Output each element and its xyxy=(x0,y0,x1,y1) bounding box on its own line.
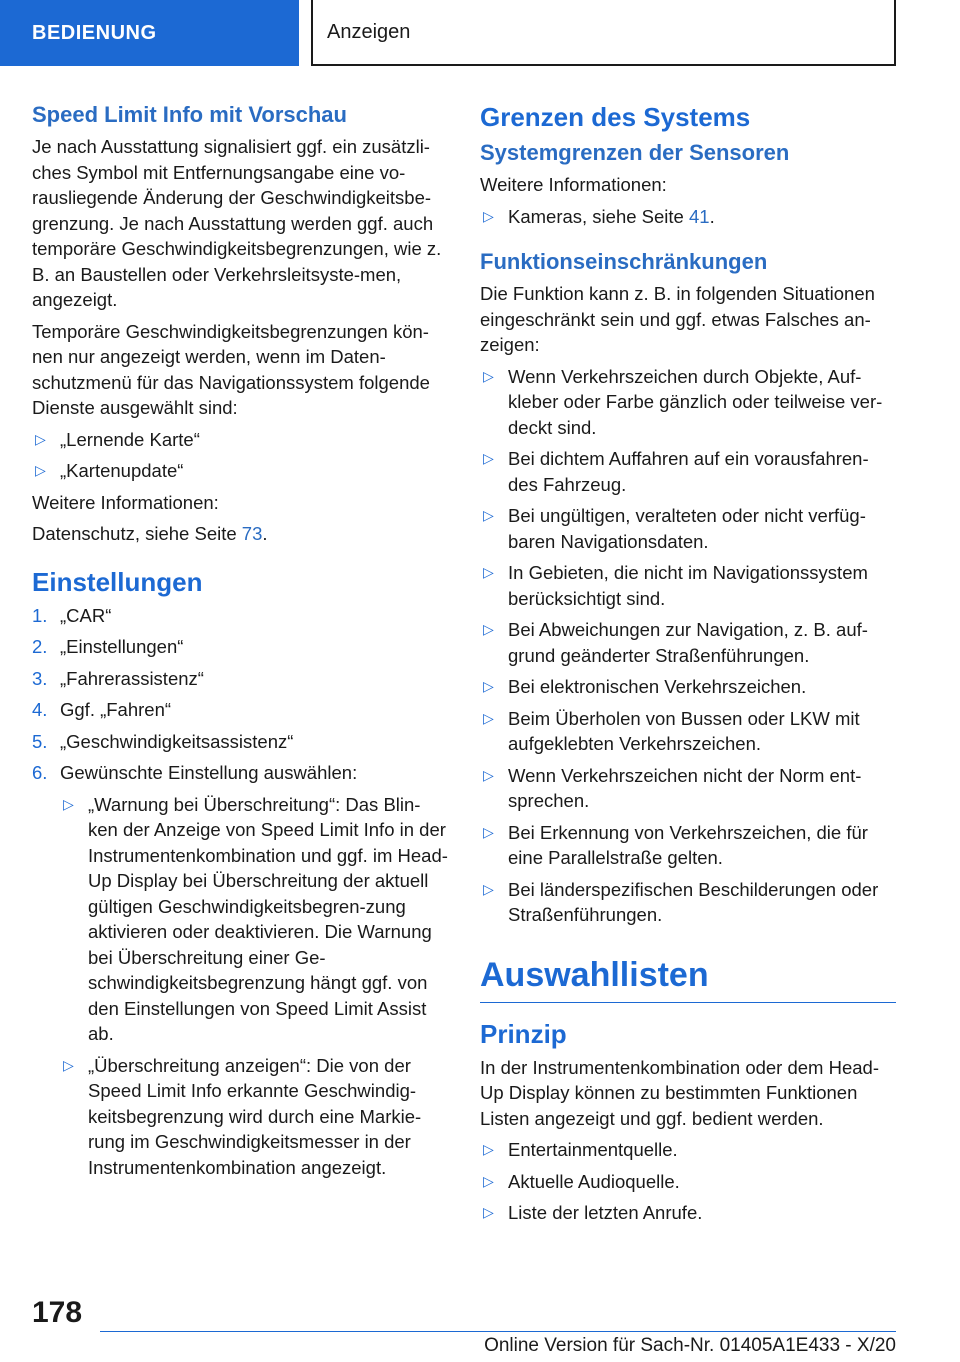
step-number: 4. xyxy=(32,699,48,720)
paragraph-principle: In der Instrumentenkombination oder dem Head-Up Display können zu bestimmten Funktionen Listen angezeigt und ggf. bedient werden. xyxy=(480,1056,879,1129)
datenschutz-page-link[interactable]: 73 xyxy=(241,523,263,544)
list-item-text: Bei dichtem Auffahren auf ein vorausfahren-des Fahrzeug. xyxy=(508,448,869,495)
heading-grenzen: Grenzen des Systems xyxy=(480,102,751,132)
left-column xyxy=(32,100,450,1186)
triangle-bullet-icon: ▷ xyxy=(483,1141,494,1157)
step-item xyxy=(32,729,450,755)
step-item xyxy=(32,697,450,723)
footer-version-text: Online Version für Sach-Nr. 01405A1E433 - X/20 xyxy=(484,1335,896,1356)
list-item xyxy=(480,446,896,497)
settings-steps xyxy=(32,603,450,1181)
step-text: Gewünschte Einstellung auswählen: xyxy=(60,762,358,783)
more-info-label: Weitere Informationen: xyxy=(480,174,667,195)
paragraph-temporary: Temporäre Geschwindigkeitsbegrenzungen kön-nen nur angezeigt werden, wenn im Daten-schutzmenü für das Navigationssystem folgende Dienste ausgewählt sind: xyxy=(32,320,430,418)
chapter-tab-label: BEDIENUNG xyxy=(32,21,157,44)
list-item xyxy=(480,674,896,700)
section-header-label: Anzeigen xyxy=(327,20,411,43)
list-item-text: Bei länderspezifischen Beschilderungen oder Straßenführungen. xyxy=(508,878,879,925)
triangle-bullet-icon: ▷ xyxy=(483,1204,494,1220)
list-item-text: Bei elektronischen Verkehrszeichen. xyxy=(508,676,807,697)
list-item-text: Aktuelle Audioquelle. xyxy=(508,1170,680,1192)
lists-examples xyxy=(480,1137,896,1226)
list-item-text: „Kartenupdate“ xyxy=(60,460,184,481)
footer-divider xyxy=(100,1331,896,1332)
section-header xyxy=(311,0,896,66)
heading-systemgrenzen: Systemgrenzen der Sensoren xyxy=(480,140,790,165)
step-item xyxy=(32,603,450,629)
step-text: „CAR“ xyxy=(60,604,112,626)
settings-options-list xyxy=(60,792,450,1181)
list-item xyxy=(32,458,450,484)
heading-funktionseinschraenkungen: Funktionseinschränkungen xyxy=(480,249,768,274)
triangle-bullet-icon: ▷ xyxy=(483,507,494,523)
list-item xyxy=(480,1200,896,1226)
datenschutz-reference xyxy=(32,521,450,547)
triangle-bullet-icon: ▷ xyxy=(63,795,74,812)
list-item-text: Wenn Verkehrszeichen nicht der Norm ent-sprechen. xyxy=(508,764,862,811)
spacer xyxy=(480,934,896,954)
triangle-bullet-icon: ▷ xyxy=(483,766,494,783)
list-item-text: Beim Überholen von Bussen oder LKW mit aufgeklebten Verkehrszeichen. xyxy=(508,707,860,754)
list-item xyxy=(480,763,896,814)
step-text: „Geschwindigkeitsassistenz“ xyxy=(60,730,294,752)
list-item xyxy=(60,792,450,1047)
page-number: 178 xyxy=(32,1296,83,1329)
list-item xyxy=(480,204,896,230)
section-divider xyxy=(480,1002,896,1003)
datenschutz-end: . xyxy=(262,523,268,544)
step-item xyxy=(32,760,450,1180)
list-item xyxy=(480,820,896,871)
triangle-bullet-icon: ▷ xyxy=(483,823,494,840)
triangle-bullet-icon: ▷ xyxy=(35,462,46,478)
triangle-bullet-icon: ▷ xyxy=(483,450,494,466)
step-number: 5. xyxy=(32,730,48,752)
heading-speed-limit-info: Speed Limit Info mit Vorschau xyxy=(32,102,347,127)
step-number: 1. xyxy=(32,604,48,626)
list-item xyxy=(480,877,896,928)
list-item-text: Bei ungültigen, veralteten oder nicht verfüg-baren Navigationsdaten. xyxy=(508,505,866,552)
camera-end: . xyxy=(709,205,715,227)
list-item-text: Liste der letzten Anrufe. xyxy=(508,1202,703,1223)
step-item xyxy=(32,634,450,660)
list-item-text: Bei Abweichungen zur Navigation, z. B. auf-grund geänderter Straßenführungen. xyxy=(508,619,868,666)
heading-prinzip: Prinzip xyxy=(480,1018,567,1049)
camera-reference-list xyxy=(480,204,896,230)
list-item xyxy=(480,503,896,554)
step-text: Ggf. „Fahren“ xyxy=(60,699,172,720)
list-item xyxy=(480,1169,896,1195)
paragraph-function: Die Funktion kann z. B. in folgenden Situationen eingeschränkt sein und ggf. etwas Falsches an-zeigen: xyxy=(480,283,875,355)
spacer xyxy=(480,235,896,247)
list-item-text: Wenn Verkehrszeichen durch Objekte, Auf-kleber oder Farbe gänzlich oder teilweise ver-deckt sind. xyxy=(508,365,883,438)
list-item-text: In Gebieten, die nicht im Navigationssystem berücksichtigt sind. xyxy=(508,562,868,609)
camera-text: Kameras, siehe Seite xyxy=(508,205,689,227)
limitations-list xyxy=(480,364,896,928)
services-list xyxy=(32,427,450,484)
chapter-tab xyxy=(0,0,299,66)
list-item xyxy=(480,617,896,668)
list-item xyxy=(480,364,896,441)
step-text: „Einstellungen“ xyxy=(60,636,184,657)
step-number: 2. xyxy=(32,636,48,657)
heading-einstellungen: Einstellungen xyxy=(32,566,203,597)
triangle-bullet-icon: ▷ xyxy=(483,678,494,694)
triangle-bullet-icon: ▷ xyxy=(483,621,494,637)
triangle-bullet-icon: ▷ xyxy=(483,709,494,726)
step-text: „Fahrerassistenz“ xyxy=(60,667,204,689)
list-item xyxy=(480,706,896,757)
triangle-bullet-icon: ▷ xyxy=(35,430,46,447)
list-item-text: „Warnung bei Überschreitung“: Das Blin-ken der Anzeige von Speed Limit Info in der Instrumentenkombination und ggf. im Head-Up Display bei Überschreitung der aktuell gültigen Geschwindigkeitsbegren-zung aktivieren oder deaktivieren. Die Warnung bei Überschreitung einer Ge-schwindigkeitsbegrenzung hängt ggf. von den Einstellungen von Speed Limit Assist ab. xyxy=(88,793,448,1044)
heading-auswahllisten: Auswahllisten xyxy=(480,955,709,994)
list-item xyxy=(480,1137,896,1163)
triangle-bullet-icon: ▷ xyxy=(483,1172,494,1189)
list-item-text: „Überschreitung anzeigen“: Die von der Speed Limit Info erkannte Geschwindig-keitsbegrenzung wird durch eine Markie-rung im Geschwindigkeitsmesser in der Instrumentenkombination angezeigt. xyxy=(88,1054,422,1178)
list-item xyxy=(32,427,450,453)
triangle-bullet-icon: ▷ xyxy=(483,880,494,897)
step-number: 6. xyxy=(32,762,48,783)
more-info-label: Weitere Informationen: xyxy=(32,491,219,513)
list-item-text: Entertainmentquelle. xyxy=(508,1139,678,1160)
list-item xyxy=(60,1053,450,1181)
triangle-bullet-icon: ▷ xyxy=(63,1056,74,1073)
triangle-bullet-icon: ▷ xyxy=(483,367,494,384)
step-item xyxy=(32,666,450,692)
list-item-text: Bei Erkennung von Verkehrszeichen, die für eine Parallelstraße gelten. xyxy=(508,821,868,868)
right-column xyxy=(480,100,896,1232)
triangle-bullet-icon: ▷ xyxy=(483,564,494,580)
list-item xyxy=(480,560,896,611)
spacer xyxy=(32,553,450,565)
paragraph-intro: Je nach Ausstattung signalisiert ggf. ein zusätzli-ches Symbol mit Entfernungsangabe eine vo-rausliegende Änderung der Geschwindigkeitsbe-grenzung. Je nach Ausstattung werden ggf. auch temporäre Geschwindigkeitsbegrenzungen, wie z. B. an Baustellen oder Verkehrsleitsyste-men, angezeigt. xyxy=(32,136,442,310)
triangle-bullet-icon: ▷ xyxy=(483,207,494,224)
step-number: 3. xyxy=(32,667,48,689)
camera-page-link[interactable]: 41 xyxy=(688,205,710,227)
list-item-text: „Lernende Karte“ xyxy=(60,428,200,450)
datenschutz-text: Datenschutz, siehe Seite xyxy=(32,523,242,544)
